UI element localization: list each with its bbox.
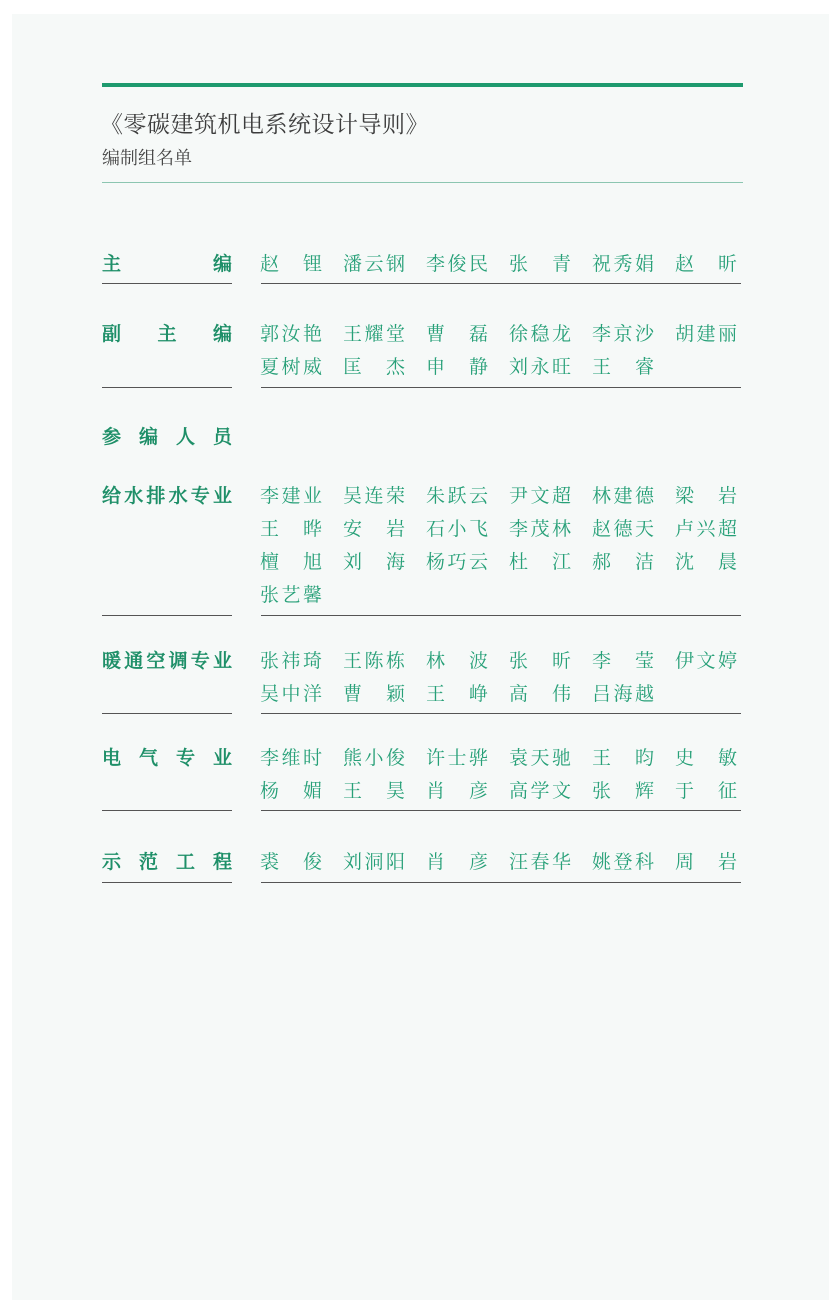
document-title: 《零碳建筑机电系统设计导则》 <box>100 112 429 138</box>
member-name: 李 建 业 <box>260 484 322 507</box>
member-name: 潘 云 钢 <box>343 252 405 275</box>
member-name: 郭 汝 艳 <box>260 322 322 345</box>
member-name: 王 昊 <box>343 779 405 802</box>
member-name: 李 莹 <box>592 649 654 672</box>
names-underline <box>261 615 741 616</box>
section-label: 主 编 <box>102 252 232 275</box>
member-name: 王 晔 <box>260 517 322 540</box>
member-name: 卢 兴 超 <box>675 517 737 540</box>
member-name: 吴 中 洋 <box>260 682 322 705</box>
member-name: 李 茂 林 <box>509 517 571 540</box>
member-name: 张 青 <box>509 252 571 275</box>
member-name: 姚 登 科 <box>592 850 654 873</box>
section-label: 给 水 排 水 专 业 <box>102 484 232 507</box>
member-name: 林 波 <box>426 649 488 672</box>
member-name: 尹 文 超 <box>509 484 571 507</box>
member-name: 史 敏 <box>675 746 737 769</box>
names-underline <box>261 810 741 811</box>
document-subtitle: 编制组名单 <box>102 148 192 169</box>
member-name: 王 昀 <box>592 746 654 769</box>
member-name: 赵 昕 <box>675 252 737 275</box>
label-underline <box>102 615 232 616</box>
name-row <box>260 250 737 274</box>
member-name: 杨 巧 云 <box>426 550 488 573</box>
member-name: 高 学 文 <box>509 779 571 802</box>
member-name: 赵 锂 <box>260 252 322 275</box>
member-name: 徐 稳 龙 <box>509 322 571 345</box>
member-name: 张 昕 <box>509 649 571 672</box>
member-name: 杜 江 <box>509 550 571 573</box>
member-name: 肖 彦 <box>426 779 488 802</box>
name-row <box>260 320 737 344</box>
member-name: 李 京 沙 <box>592 322 654 345</box>
member-name: 张 辉 <box>592 779 654 802</box>
name-row <box>260 680 654 704</box>
label-underline <box>102 882 232 883</box>
section-label: 暖 通 空 调 专 业 <box>102 649 232 672</box>
name-row <box>260 744 737 768</box>
member-name: 沈 晨 <box>675 550 737 573</box>
member-name: 周 岩 <box>675 850 737 873</box>
member-name: 王 陈 栋 <box>343 649 405 672</box>
member-name: 胡 建 丽 <box>675 322 737 345</box>
top-accent-rule <box>102 83 743 87</box>
names-underline <box>261 283 741 284</box>
member-name: 袁 天 驰 <box>509 746 571 769</box>
member-name: 王 峥 <box>426 682 488 705</box>
member-name: 于 征 <box>675 779 737 802</box>
member-name: 梁 岩 <box>675 484 737 507</box>
member-name: 郝 洁 <box>592 550 654 573</box>
member-name: 王 睿 <box>592 355 654 378</box>
member-name: 高 伟 <box>509 682 571 705</box>
name-row <box>260 482 737 506</box>
names-underline <box>261 882 741 883</box>
name-row <box>260 848 737 872</box>
member-name: 曹 颖 <box>343 682 405 705</box>
name-row <box>260 515 737 539</box>
member-name: 匡 杰 <box>343 355 405 378</box>
member-name: 熊 小 俊 <box>343 746 405 769</box>
member-name: 刘 海 <box>343 550 405 573</box>
names-underline <box>261 387 741 388</box>
section-label: 电 气 专 业 <box>102 746 232 769</box>
member-name: 肖 彦 <box>426 850 488 873</box>
member-name: 吴 连 荣 <box>343 484 405 507</box>
label-underline <box>102 387 232 388</box>
member-name: 祝 秀 娟 <box>592 252 654 275</box>
member-name: 张 祎 琦 <box>260 649 322 672</box>
header-divider <box>102 182 743 183</box>
names-underline <box>261 713 741 714</box>
name-row <box>260 777 737 801</box>
member-name: 李 维 时 <box>260 746 322 769</box>
section-label: 副 主 编 <box>102 322 232 345</box>
member-name: 王 耀 堂 <box>343 322 405 345</box>
member-name: 吕 海 越 <box>592 682 654 705</box>
member-name: 刘 永 旺 <box>509 355 571 378</box>
member-name: 曹 磊 <box>426 322 488 345</box>
member-name: 裘 俊 <box>260 850 322 873</box>
label-underline <box>102 810 232 811</box>
member-name: 檀 旭 <box>260 550 322 573</box>
member-name: 汪 春 华 <box>509 850 571 873</box>
member-name: 杨 媚 <box>260 779 322 802</box>
section-label: 示 范 工 程 <box>102 850 232 873</box>
member-name: 张 艺 馨 <box>260 583 322 606</box>
member-name: 申 静 <box>426 355 488 378</box>
label-underline <box>102 283 232 284</box>
member-name: 林 建 德 <box>592 484 654 507</box>
member-name: 夏 树 威 <box>260 355 322 378</box>
label-underline <box>102 713 232 714</box>
member-name: 刘 洞 阳 <box>343 850 405 873</box>
member-name: 李 俊 民 <box>426 252 488 275</box>
member-name: 石 小 飞 <box>426 517 488 540</box>
name-row <box>260 647 737 671</box>
name-row <box>260 548 737 572</box>
member-name: 安 岩 <box>343 517 405 540</box>
section-label: 参 编 人 员 <box>102 425 232 448</box>
member-name: 朱 跃 云 <box>426 484 488 507</box>
member-name: 伊 文 婷 <box>675 649 737 672</box>
member-name: 赵 德 天 <box>592 517 654 540</box>
name-row <box>260 581 322 605</box>
name-row <box>260 353 654 377</box>
member-name: 许 士 骅 <box>426 746 488 769</box>
